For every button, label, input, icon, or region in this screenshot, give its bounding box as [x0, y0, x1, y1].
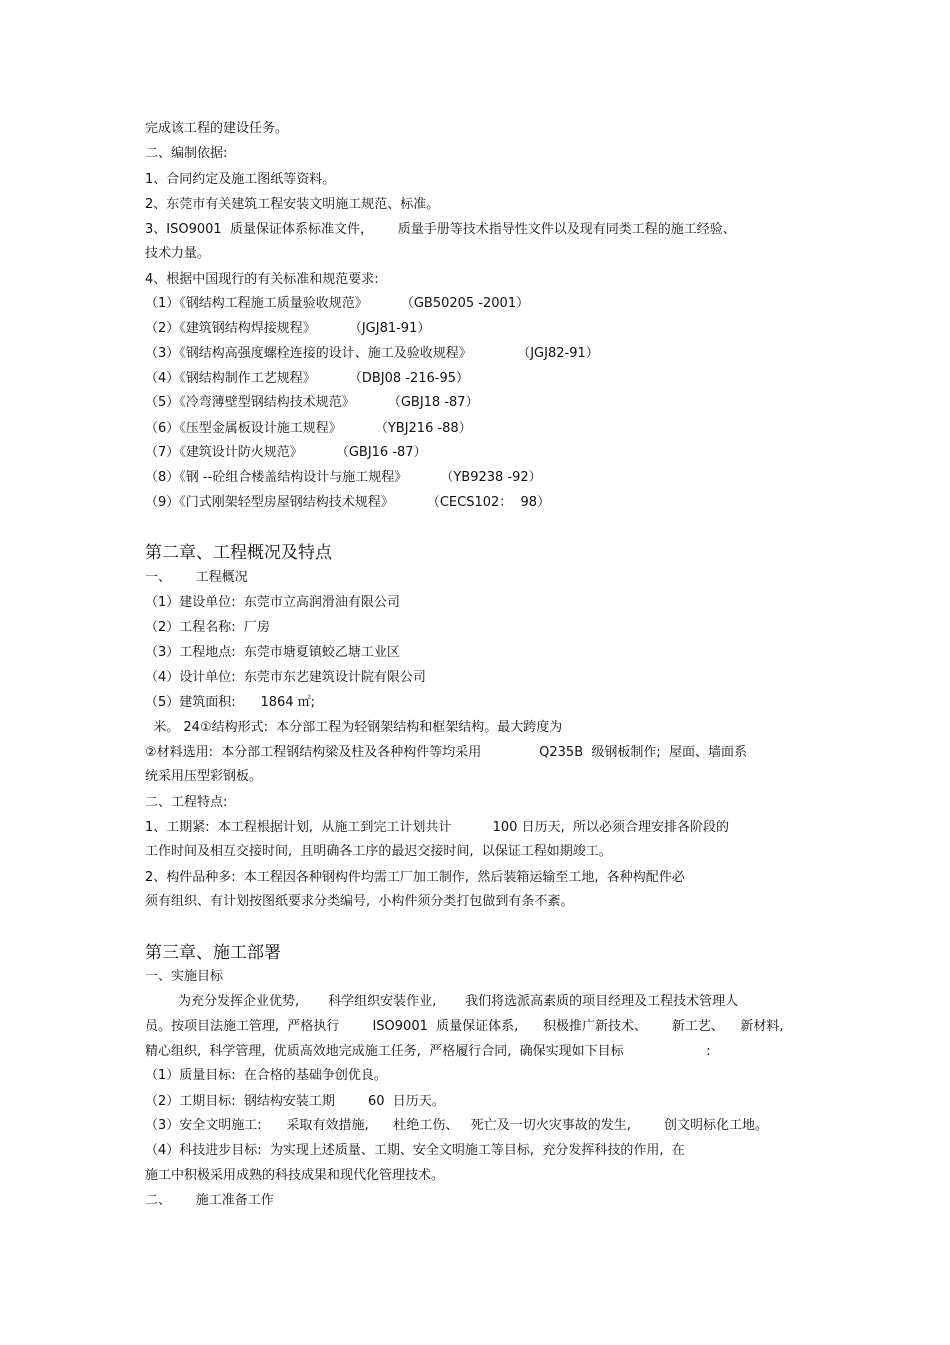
section-heading: 二、编制依据:	[145, 146, 228, 161]
standard-item: （4）《钢结构制作工艺规程》 （DBJ08 -216-95）	[145, 371, 470, 386]
list-item: 4、根据中国现行的有关标准和规范要求:	[145, 272, 379, 287]
section-heading: 一、实施目标	[145, 969, 224, 984]
text-line: 施工中积极采用成熟的科技成果和现代化管理技术。	[145, 1168, 445, 1183]
list-item: 1、合同约定及施工图纸等资料。	[145, 172, 336, 187]
project-info-item: （4）设计单位: 东莞市东艺建筑设计院有限公司	[145, 670, 426, 685]
list-item: 2、东莞市有关建筑工程安装文明施工规范、标准。	[145, 197, 440, 212]
text-line: 精心组织, 科学管理, 优质高效地完成施工任务, 严格履行合同, 确保实现如下目标 :	[145, 1044, 711, 1059]
chapter-heading: 第二章、工程概况及特点	[145, 543, 332, 563]
section-heading: 一、 工程概况	[145, 570, 248, 585]
standard-item: （6）《压型金属板设计施工规程》 （YBJ216 -88）	[145, 421, 472, 436]
text-line: 员。按项目法施工管理, 严格执行 ISO9001 质量保证体系, 积极推广新技术、 新工艺、 新材料,	[145, 1019, 784, 1034]
project-info-item: （3）工程地点: 东莞市塘夏镇蛟乙塘工业区	[145, 645, 400, 660]
standard-item: （1）《钢结构工程施工质量验收规范》 （GB50205 -2001）	[145, 296, 530, 311]
list-item: 3、ISO9001 质量保证体系标准文件， 质量手册等技术指导性文件以及现有同类工程的施工经验、	[145, 222, 736, 237]
list-item: 1、工期紧: 本工程根据计划, 从施工到完工计划共计 100 日历天, 所以必须合理安排各阶段的	[145, 820, 729, 835]
standard-item: （9）《门式刚架轻型房屋钢结构技术规程》 （CECS102： 98）	[145, 495, 551, 510]
text-line: 为充分发挥企业优势, 科学组织安装作业, 我们将选派高素质的项目经理及工程技术管理人	[145, 994, 739, 1009]
standard-item: （7）《建筑设计防火规范》 （GBJ16 -87）	[145, 445, 427, 460]
text-line: 米。 24①结构形式: 本分部工程为轻钢架结构和框架结构。最大跨度为	[145, 720, 563, 735]
standard-item: （5）《冷弯薄壁型钢结构技术规范》 （GBJ18 -87）	[145, 395, 479, 410]
project-info-item: （2）工程名称: 厂房	[145, 620, 270, 635]
goal-item: （3）安全文明施工: 采取有效措施, 杜绝工伤、 死亡及一切火灾事故的发生, 创文明标化工地。	[145, 1118, 768, 1133]
section-heading: 二、 施工准备工作	[145, 1193, 274, 1208]
project-info-item: （5）建筑面积: 1864 ㎡;	[145, 695, 316, 710]
text-line: ②材料选用: 本分部工程钢结构梁及柱及各种构件等均采用 Q235B 级钢板制作; 屋面、墙面系	[145, 745, 748, 760]
section-heading: 二、工程特点:	[145, 795, 228, 810]
standard-item: （2）《建筑钢结构焊接规程》 （JGJ81-91）	[145, 321, 431, 336]
text-line: 工作时间及相互交接时间, 且明确各工序的最迟交接时间, 以保证工程如期竣工。	[145, 844, 612, 859]
text-line: 统采用压型彩钢板。	[145, 769, 263, 784]
standard-item: （3）《钢结构高强度螺栓连接的设计、施工及验收规程》 （JGJ82-91）	[145, 346, 599, 361]
chapter-heading: 第三章、施工部署	[145, 943, 281, 963]
goal-item: （4）科技进步目标: 为实现上述质量、工期、安全文明施工等目标, 充分发挥科技的作用, 在	[145, 1143, 685, 1158]
goal-item: （1）质量目标: 在合格的基础争创优良。	[145, 1068, 387, 1083]
list-item: 2、构件品种多: 本工程因各种钢构件均需工厂加工制作, 然后装箱运输至工地, 各种构配件必	[145, 870, 685, 885]
text-line: 完成该工程的建设任务。	[145, 121, 289, 136]
standard-item: （8）《钢 --砼组合楼盖结构设计与施工规程》 （YB9238 -92）	[145, 470, 542, 485]
project-info-item: （1）建设单位: 东莞市立高润滑油有限公司	[145, 595, 400, 610]
goal-item: （2）工期目标: 钢结构安装工期 60 日历天。	[145, 1094, 445, 1109]
text-line: 须有组织、有计划按图纸要求分类编号, 小构件须分类打包做到有条不紊。	[145, 894, 574, 909]
text-line: 技术力量。	[145, 246, 211, 261]
